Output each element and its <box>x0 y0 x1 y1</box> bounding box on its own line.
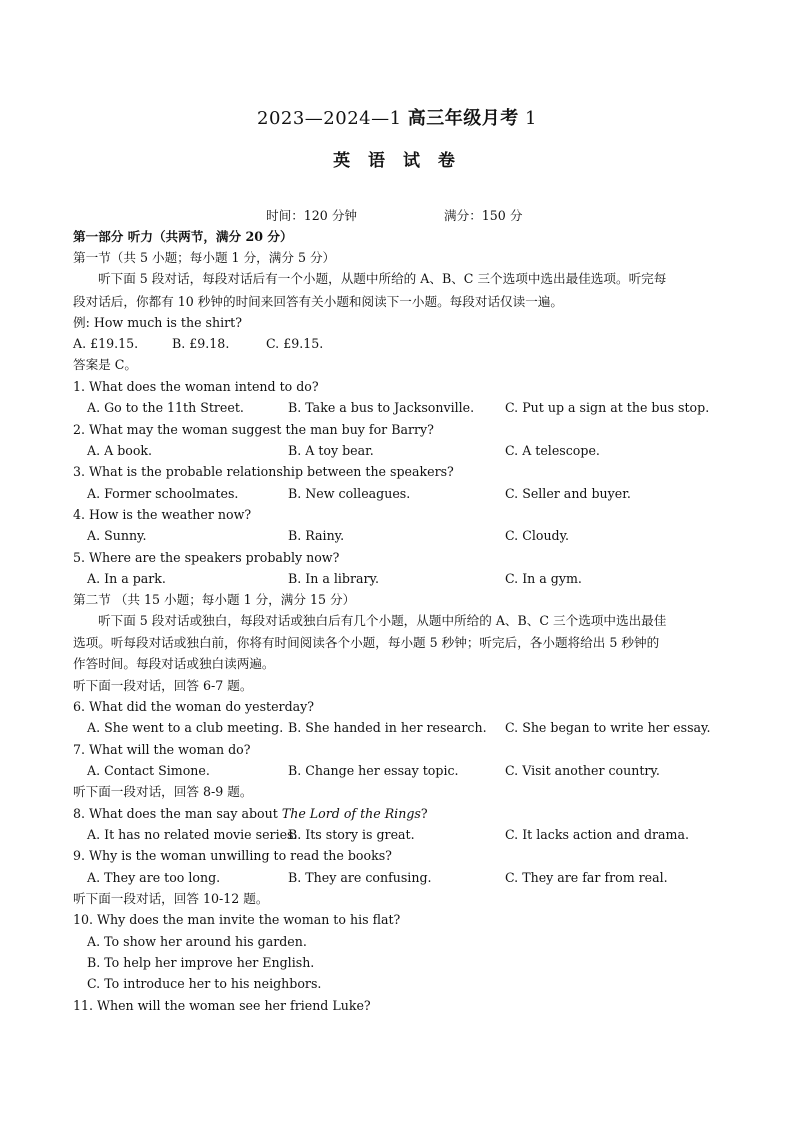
q2-option-a: A. A book. <box>87 443 153 458</box>
example-question: 例: How much is the shirt? <box>73 315 242 330</box>
q4-option-c: C. Cloudy. <box>505 528 570 543</box>
q9-option-a: A. They are too long. <box>87 870 221 885</box>
exam-title <box>0 108 794 129</box>
q10-option-a: A. To show her around his garden. <box>87 934 307 949</box>
q4-option-a: A. Sunny. <box>87 528 147 543</box>
q1-option-b: B. Take a bus to Jacksonville. <box>288 400 475 415</box>
q6-option-c: C. She began to write her essay. <box>505 720 711 735</box>
question-11: 11. When will the woman see her friend Luke? <box>73 998 371 1013</box>
part1-heading: 第一部分 听力（共两节，满分 20 分） <box>73 229 293 244</box>
title-year: 2023—2024—1 <box>257 108 408 129</box>
example-option-c: C. £9.15. <box>266 336 324 351</box>
q2-option-b: B. A toy bear. <box>288 443 374 458</box>
q3-option-a: A. Former schoolmates. <box>87 486 239 501</box>
exam-score: 满分：150 分 <box>444 208 523 223</box>
q8-option-b: B. Its story is great. <box>288 827 415 842</box>
question-5: 5. Where are the speakers probably now? <box>73 550 340 565</box>
section1-heading: 第一节（共 5 小题；每小题 1 分，满分 5 分） <box>73 250 336 265</box>
q3-option-b: B. New colleagues. <box>288 486 411 501</box>
q9-option-c: C. They are far from real. <box>505 870 668 885</box>
q7-option-c: C. Visit another country. <box>505 763 660 778</box>
q8-option-a: A. It has no related movie series. <box>87 827 298 842</box>
q1-option-a: A. Go to the 11th Street. <box>87 400 244 415</box>
q8-text: 8. What does the man say about <box>73 806 282 821</box>
section2-instructions-3: 作答时间。每段对话或独白读两遍。 <box>73 656 275 671</box>
title-main: 高三年级月考 <box>407 108 519 129</box>
dialog-6-7-instruction: 听下面一段对话，回答 6-7 题。 <box>73 678 253 693</box>
question-4: 4. How is the weather now? <box>73 507 252 522</box>
section2-heading: 第二节 （共 15 小题；每小题 1 分，满分 15 分） <box>73 592 356 607</box>
question-1: 1. What does the woman intend to do? <box>73 379 319 394</box>
q5-option-b: B. In a library. <box>288 571 379 586</box>
section2-instructions-1: 听下面 5 段对话或独白，每段对话或独白后有几个小题，从题中所给的 A、B、C 三个选项中选出最佳 <box>98 613 667 628</box>
section1-instructions-2: 段对话后，你都有 10 秒钟的时间来回答有关小题和阅读下一小题。每段对话仅读一遍。 <box>73 294 564 309</box>
question-10: 10. Why does the man invite the woman to his flat? <box>73 912 401 927</box>
question-6: 6. What did the woman do yesterday? <box>73 699 315 714</box>
q6-option-a: A. She went to a club meeting. <box>87 720 284 735</box>
q2-option-c: C. A telescope. <box>505 443 600 458</box>
q8-suffix: ? <box>420 806 428 821</box>
question-7: 7. What will the woman do? <box>73 742 251 757</box>
q7-option-b: B. Change her essay topic. <box>288 763 459 778</box>
question-9: 9. Why is the woman unwilling to read the books? <box>73 848 392 863</box>
q7-option-a: A. Contact Simone. <box>87 763 210 778</box>
question-8 <box>73 806 428 822</box>
q8-option-c: C. It lacks action and drama. <box>505 827 689 842</box>
dialog-10-12-instruction: 听下面一段对话，回答 10-12 题。 <box>73 891 269 906</box>
dialog-8-9-instruction: 听下面一段对话，回答 8-9 题。 <box>73 784 253 799</box>
q4-option-b: B. Rainy. <box>288 528 345 543</box>
question-3: 3. What is the probable relationship between the speakers? <box>73 464 454 479</box>
exam-time: 时间：120 分钟 <box>266 208 358 223</box>
q3-option-c: C. Seller and buyer. <box>505 486 631 501</box>
q9-option-b: B. They are confusing. <box>288 870 432 885</box>
example-answer: 答案是 C。 <box>73 357 138 372</box>
q8-book-title: The Lord of the Rings <box>281 806 421 821</box>
exam-subtitle: 英 语 试 卷 <box>333 151 461 171</box>
q1-option-c: C. Put up a sign at the bus stop. <box>505 400 710 415</box>
example-option-b: B. £9.18. <box>172 336 230 351</box>
q5-option-a: A. In a park. <box>87 571 166 586</box>
q6-option-b: B. She handed in her research. <box>288 720 487 735</box>
section1-instructions-1: 听下面 5 段对话，每段对话后有一个小题，从题中所给的 A、B、C 三个选项中选出最佳选项。听完每 <box>98 271 667 286</box>
q10-option-b: B. To help her improve her English. <box>87 955 315 970</box>
q5-option-c: C. In a gym. <box>505 571 582 586</box>
question-2: 2. What may the woman suggest the man buy for Barry? <box>73 422 434 437</box>
title-suffix: 1 <box>518 108 537 129</box>
q10-option-c: C. To introduce her to his neighbors. <box>87 976 322 991</box>
section2-instructions-2: 选项。听每段对话或独白前，你将有时间阅读各个小题，每小题 5 秒钟；听完后，各小题将给出 5 秒钟的 <box>73 635 660 650</box>
example-option-a: A. £19.15. <box>73 336 139 351</box>
